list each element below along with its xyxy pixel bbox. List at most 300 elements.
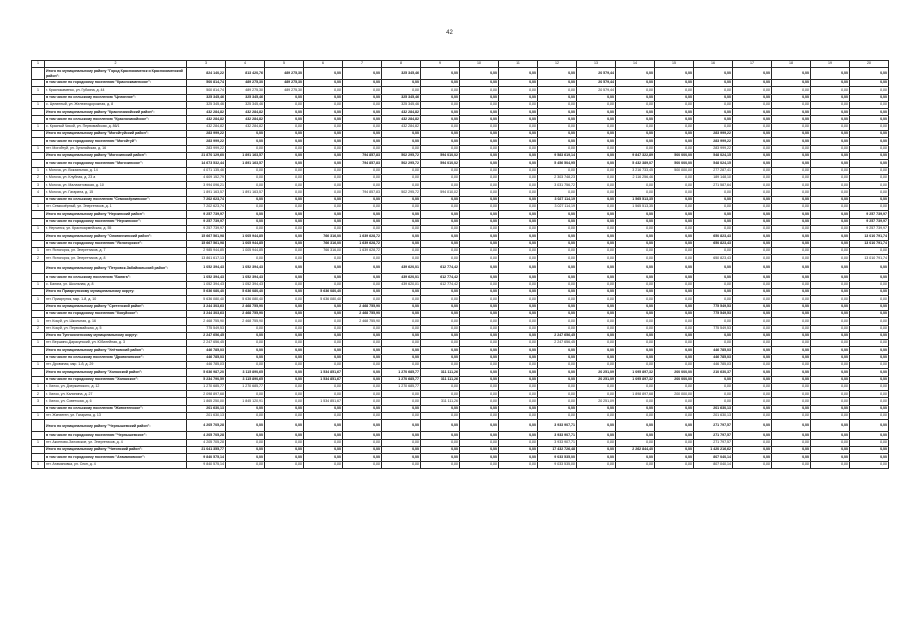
value-cell: 0,00 xyxy=(343,332,382,339)
value-cell: 0,00 xyxy=(421,391,460,398)
value-cell: 0,00 xyxy=(733,325,772,332)
value-cell: 0,00 xyxy=(343,274,382,281)
column-number-cell: 1 xyxy=(32,61,45,68)
value-cell: 2 247 656,45 xyxy=(538,340,577,347)
value-cell: 0,00 xyxy=(538,167,577,174)
value-cell: 0,00 xyxy=(421,167,460,174)
value-cell: 0,00 xyxy=(772,94,811,101)
value-cell: 0,00 xyxy=(772,218,811,225)
value-cell: 0,00 xyxy=(460,174,499,181)
address-cell: в том числе по городскому поселению "Ясногорское": xyxy=(45,240,187,247)
value-cell: 1 891 163,57 xyxy=(226,152,265,159)
value-cell: 0,00 xyxy=(811,262,850,274)
value-cell: 0,00 xyxy=(811,332,850,339)
value-cell: 0,00 xyxy=(733,247,772,254)
value-cell: 0,00 xyxy=(460,123,499,130)
value-cell: 0,00 xyxy=(616,405,655,412)
value-cell: 0,00 xyxy=(499,262,538,274)
value-cell: 0,00 xyxy=(616,262,655,274)
value-cell: 0,00 xyxy=(499,167,538,174)
value-cell: 0,00 xyxy=(655,145,694,152)
value-cell: 0,00 xyxy=(265,152,304,159)
value-cell: 0,00 xyxy=(343,131,382,138)
value-cell: 432 284,82 xyxy=(382,109,421,116)
value-cell: 0,00 xyxy=(616,189,655,196)
value-cell: 0,00 xyxy=(343,123,382,130)
value-cell: 0,00 xyxy=(343,218,382,225)
value-cell: 0,00 xyxy=(733,376,772,383)
value-cell: 1 420 216,62 xyxy=(694,446,733,453)
value-cell: 0,00 xyxy=(772,87,811,94)
value-cell: 15 667 561,98 xyxy=(187,240,226,247)
value-cell: 0,00 xyxy=(850,182,889,189)
value-cell: 0,00 xyxy=(538,145,577,152)
value-cell: 0,00 xyxy=(421,196,460,203)
value-cell: 0,00 xyxy=(655,123,694,130)
address-cell: в том числе по сельскому поселению "Целинное": xyxy=(45,94,187,101)
column-number-cell: 17 xyxy=(733,61,772,68)
address-cell: г. Могоча, ул. Вокзальная, д. 14 xyxy=(45,167,187,174)
value-cell: 0,00 xyxy=(538,255,577,262)
value-cell: 2 303 748,23 xyxy=(538,174,577,181)
value-cell: 5 636 080,40 xyxy=(187,289,226,296)
value-cell: 548 024,15 xyxy=(694,160,733,167)
value-cell: 0,00 xyxy=(850,361,889,368)
value-cell: 0,00 xyxy=(382,182,421,189)
value-cell: 0,00 xyxy=(265,325,304,332)
value-cell: 0,00 xyxy=(577,332,616,339)
row-number-cell xyxy=(32,196,45,203)
subtotal-row xyxy=(32,160,889,167)
value-cell: 0,00 xyxy=(811,274,850,281)
value-cell: 0,00 xyxy=(499,446,538,453)
value-cell: 0,00 xyxy=(343,145,382,152)
value-cell: 0,00 xyxy=(304,189,343,196)
value-cell: 0,00 xyxy=(460,274,499,281)
value-cell: 0,00 xyxy=(694,318,733,325)
value-cell: 0,00 xyxy=(811,303,850,310)
value-cell: 0,00 xyxy=(304,123,343,130)
value-cell: 0,00 xyxy=(616,138,655,145)
value-cell: 0,00 xyxy=(577,101,616,108)
value-cell: 439 620,01 xyxy=(382,262,421,274)
value-cell: 0,00 xyxy=(772,211,811,218)
value-cell: 0,00 xyxy=(382,211,421,218)
value-cell: 20 579,44 xyxy=(577,68,616,80)
value-cell: 0,00 xyxy=(499,182,538,189)
value-cell: 0,00 xyxy=(421,109,460,116)
value-cell: 0,00 xyxy=(811,196,850,203)
value-cell: 0,00 xyxy=(421,354,460,361)
value-cell: 0,00 xyxy=(499,255,538,262)
value-cell: 200 000,00 xyxy=(655,369,694,376)
value-cell: 0,00 xyxy=(343,174,382,181)
value-cell: 0,00 xyxy=(655,383,694,390)
row-number-cell: 1 xyxy=(32,101,45,108)
value-cell: 0,00 xyxy=(733,398,772,405)
value-cell: 0,00 xyxy=(265,376,304,383)
value-cell: 0,00 xyxy=(772,454,811,461)
value-cell: 446 785,03 xyxy=(694,354,733,361)
value-cell: 0,00 xyxy=(265,138,304,145)
row-number-cell: 1 xyxy=(32,123,45,130)
value-cell: 3 244 303,63 xyxy=(187,303,226,310)
subtotal-row xyxy=(32,405,889,412)
value-cell: 0,00 xyxy=(733,160,772,167)
value-cell: 0,00 xyxy=(382,145,421,152)
row-number-cell xyxy=(32,68,45,80)
value-cell: 0,00 xyxy=(499,413,538,420)
value-cell: 0,00 xyxy=(733,310,772,317)
value-cell: 0,00 xyxy=(460,332,499,339)
value-cell: 0,00 xyxy=(577,454,616,461)
value-cell: 0,00 xyxy=(655,361,694,368)
value-cell: 0,00 xyxy=(616,383,655,390)
value-cell: 0,00 xyxy=(694,211,733,218)
value-cell: 0,00 xyxy=(655,131,694,138)
row-number-cell xyxy=(32,94,45,101)
value-cell: 0,00 xyxy=(811,398,850,405)
value-cell: 0,00 xyxy=(733,218,772,225)
value-cell: 0,00 xyxy=(460,325,499,332)
value-cell: 0,00 xyxy=(265,391,304,398)
value-cell: 0,00 xyxy=(538,225,577,232)
table-row xyxy=(32,225,889,232)
value-cell: 0,00 xyxy=(733,318,772,325)
value-cell: 0,00 xyxy=(811,87,850,94)
address-cell: пгт. Жипхеген, ул. Гагарина, д. 13 xyxy=(45,413,187,420)
row-number-cell xyxy=(32,274,45,281)
value-cell: 0,00 xyxy=(460,218,499,225)
value-cell: 0,00 xyxy=(304,446,343,453)
value-cell: 271 587,64 xyxy=(694,182,733,189)
value-cell: 0,00 xyxy=(304,361,343,368)
table-row xyxy=(32,340,889,347)
value-cell: 0,00 xyxy=(499,405,538,412)
value-cell: 500 000,00 xyxy=(655,167,694,174)
value-cell: 0,00 xyxy=(772,439,811,446)
value-cell: 0,00 xyxy=(499,296,538,303)
value-cell: 0,00 xyxy=(304,340,343,347)
value-cell: 0,00 xyxy=(499,211,538,218)
value-cell: 0,00 xyxy=(733,354,772,361)
value-cell: 0,00 xyxy=(421,101,460,108)
value-cell: 0,00 xyxy=(382,439,421,446)
value-cell: 1 052 394,43 xyxy=(187,281,226,288)
value-cell: 0,00 xyxy=(421,240,460,247)
value-cell: 766 316,00 xyxy=(304,240,343,247)
value-cell: 0,00 xyxy=(694,87,733,94)
value-cell: 0,00 xyxy=(577,303,616,310)
value-cell: 0,00 xyxy=(421,123,460,130)
value-cell: 0,00 xyxy=(265,420,304,432)
value-cell: 0,00 xyxy=(382,87,421,94)
value-cell: 0,00 xyxy=(655,405,694,412)
value-cell: 0,00 xyxy=(304,225,343,232)
value-cell: 0,00 xyxy=(772,204,811,211)
value-cell: 0,00 xyxy=(577,405,616,412)
value-cell: 0,00 xyxy=(304,138,343,145)
value-cell: 0,00 xyxy=(772,354,811,361)
value-cell: 0,00 xyxy=(538,325,577,332)
value-cell: 0,00 xyxy=(460,376,499,383)
value-cell: 2 468 755,90 xyxy=(226,310,265,317)
value-cell: 1 005 944,85 xyxy=(226,233,265,240)
value-cell: 0,00 xyxy=(811,454,850,461)
value-cell: 0,00 xyxy=(460,262,499,274)
value-cell: 0,00 xyxy=(226,182,265,189)
value-cell: 0,00 xyxy=(850,138,889,145)
value-cell: 0,00 xyxy=(811,318,850,325)
subtotal-row xyxy=(32,454,889,461)
row-number-cell xyxy=(32,432,45,439)
value-cell: 2 468 755,90 xyxy=(343,303,382,310)
value-cell: 0,00 xyxy=(304,262,343,274)
value-cell: 0,00 xyxy=(538,303,577,310)
value-cell: 0,00 xyxy=(733,196,772,203)
value-cell: 612 774,42 xyxy=(421,262,460,274)
value-cell: 0,00 xyxy=(265,369,304,376)
value-cell: 1 052 394,43 xyxy=(187,262,226,274)
value-cell: 325 345,46 xyxy=(382,101,421,108)
value-cell: 0,00 xyxy=(694,123,733,130)
page-number: 42 xyxy=(446,30,453,36)
value-cell: 311 111,26 xyxy=(421,369,460,376)
value-cell: 0,00 xyxy=(811,296,850,303)
value-cell: 0,00 xyxy=(538,94,577,101)
value-cell: 0,00 xyxy=(772,182,811,189)
value-cell: 0,00 xyxy=(382,174,421,181)
value-cell: 0,00 xyxy=(655,138,694,145)
value-cell: 0,00 xyxy=(304,303,343,310)
value-cell: 0,00 xyxy=(733,94,772,101)
value-cell: 0,00 xyxy=(772,420,811,432)
value-cell: 0,00 xyxy=(811,405,850,412)
address-cell: пгт. Приаргунск, мкр. 1-й, д. 10 xyxy=(45,296,187,303)
value-cell: 0,00 xyxy=(226,138,265,145)
value-cell: 446 785,03 xyxy=(694,361,733,368)
value-cell: 0,00 xyxy=(694,332,733,339)
address-cell: Итого по Тунгокоченскому муниципальному округу: xyxy=(45,332,187,339)
value-cell: 775 549,53 xyxy=(187,325,226,332)
row-number-cell: 1 xyxy=(32,167,45,174)
column-number-cell: 18 xyxy=(772,61,811,68)
value-cell: 0,00 xyxy=(499,68,538,80)
value-cell: 0,00 xyxy=(577,413,616,420)
value-cell: 0,00 xyxy=(655,325,694,332)
value-cell: 271 797,57 xyxy=(694,439,733,446)
value-cell: 0,00 xyxy=(538,361,577,368)
value-cell: 0,00 xyxy=(616,347,655,354)
value-cell: 0,00 xyxy=(226,461,265,468)
row-number-cell: 1 xyxy=(32,204,45,211)
value-cell: 21 041 355,77 xyxy=(187,446,226,453)
value-cell: 0,00 xyxy=(811,361,850,368)
value-cell: 0,00 xyxy=(265,405,304,412)
value-cell: 0,00 xyxy=(616,340,655,347)
value-cell: 0,00 xyxy=(655,233,694,240)
value-cell: 0,00 xyxy=(850,247,889,254)
value-cell: 1 005 944,85 xyxy=(226,240,265,247)
value-cell: 0,00 xyxy=(460,101,499,108)
row-number-cell xyxy=(32,262,45,274)
value-cell: 9 840 575,14 xyxy=(187,454,226,461)
row-number-cell: 1 xyxy=(32,461,45,468)
value-cell: 0,00 xyxy=(460,281,499,288)
value-cell: 0,00 xyxy=(733,138,772,145)
value-cell: 0,00 xyxy=(538,281,577,288)
value-cell: 0,00 xyxy=(811,439,850,446)
value-cell: 0,00 xyxy=(811,131,850,138)
value-cell: 0,00 xyxy=(772,296,811,303)
row-number-cell: 1 xyxy=(32,145,45,152)
table-row xyxy=(32,281,889,288)
value-cell: 0,00 xyxy=(226,391,265,398)
value-cell: 0,00 xyxy=(733,303,772,310)
value-cell: 0,00 xyxy=(772,189,811,196)
value-cell: 0,00 xyxy=(850,318,889,325)
value-cell: 0,00 xyxy=(538,391,577,398)
value-cell: 0,00 xyxy=(382,318,421,325)
value-cell: 0,00 xyxy=(655,303,694,310)
value-cell: 0,00 xyxy=(304,332,343,339)
value-cell: 0,00 xyxy=(655,332,694,339)
value-cell: 0,00 xyxy=(772,80,811,87)
value-cell: 0,00 xyxy=(655,354,694,361)
value-cell: 0,00 xyxy=(850,116,889,123)
column-number-cell: 10 xyxy=(460,61,499,68)
value-cell: 0,00 xyxy=(421,318,460,325)
value-cell: 0,00 xyxy=(499,160,538,167)
value-cell: 0,00 xyxy=(733,204,772,211)
value-cell: 0,00 xyxy=(655,274,694,281)
value-cell: 325 345,46 xyxy=(226,101,265,108)
value-cell: 0,00 xyxy=(772,405,811,412)
value-cell: 0,00 xyxy=(499,369,538,376)
value-cell: 0,00 xyxy=(265,101,304,108)
value-cell: 0,00 xyxy=(460,340,499,347)
address-cell: в том числе по сельскому поселению "Баляга": xyxy=(45,274,187,281)
address-cell: пгт. Атамановка, ул. Спкп, д. 4 xyxy=(45,461,187,468)
address-cell: Итого по муниципальному району "Могочинский район": xyxy=(45,152,187,159)
address-cell: Итого по муниципальному району "Нерчинский район": xyxy=(45,211,187,218)
value-cell: 0,00 xyxy=(421,310,460,317)
value-cell: 0,00 xyxy=(421,296,460,303)
subtotal-row xyxy=(32,94,889,101)
row-number-cell xyxy=(32,80,45,87)
value-cell: 0,00 xyxy=(850,94,889,101)
column-number-cell: 15 xyxy=(655,61,694,68)
value-cell: 0,00 xyxy=(772,233,811,240)
value-cell: 0,00 xyxy=(577,123,616,130)
value-cell: 0,00 xyxy=(226,225,265,232)
value-cell: 0,00 xyxy=(538,138,577,145)
value-cell: 0,00 xyxy=(343,101,382,108)
value-cell: 0,00 xyxy=(733,405,772,412)
value-cell: 0,00 xyxy=(577,310,616,317)
value-cell: 0,00 xyxy=(577,225,616,232)
value-cell: 0,00 xyxy=(577,391,616,398)
row-number-cell xyxy=(32,233,45,240)
column-number-cell: 2 xyxy=(45,61,187,68)
value-cell: 0,00 xyxy=(304,218,343,225)
value-cell: 283 999,22 xyxy=(694,138,733,145)
value-cell: 20 251,09 xyxy=(577,376,616,383)
address-cell: пгт. Кокуй, ул. Первомайская, д. 5 xyxy=(45,325,187,332)
value-cell: 0,00 xyxy=(343,354,382,361)
value-cell: 0,00 xyxy=(499,420,538,432)
value-cell: 0,00 xyxy=(265,413,304,420)
value-cell: 0,00 xyxy=(772,383,811,390)
value-cell: 17 432 726,48 xyxy=(538,446,577,453)
value-cell: 0,00 xyxy=(226,332,265,339)
address-cell: Итого по муниципальному району "Чернышевский район": xyxy=(45,420,187,432)
value-cell: 489 275,30 xyxy=(226,87,265,94)
address-cell: пгт. Вершино-Дарасунский, ул. Юбилейная, д. 3 xyxy=(45,340,187,347)
value-cell: 0,00 xyxy=(460,383,499,390)
value-cell: 0,00 xyxy=(499,391,538,398)
value-cell: 794 857,83 xyxy=(343,189,382,196)
value-cell: 807 040,14 xyxy=(694,461,733,468)
value-cell: 0,00 xyxy=(343,167,382,174)
value-cell: 0,00 xyxy=(616,420,655,432)
address-cell: с. Баляга, ул. Школьная, д. 8 xyxy=(45,281,187,288)
value-cell: 432 284,82 xyxy=(226,123,265,130)
value-cell: 0,00 xyxy=(265,354,304,361)
value-cell: 0,00 xyxy=(694,340,733,347)
value-cell: 0,00 xyxy=(226,196,265,203)
value-cell: 432 284,82 xyxy=(226,116,265,123)
value-cell: 0,00 xyxy=(304,131,343,138)
value-cell: 0,00 xyxy=(265,182,304,189)
table-row xyxy=(32,383,889,390)
value-cell: 0,00 xyxy=(811,446,850,453)
value-cell: 594 010,02 xyxy=(421,189,460,196)
value-cell: 0,00 xyxy=(811,101,850,108)
value-cell: 3 115 890,65 xyxy=(226,376,265,383)
value-cell: 0,00 xyxy=(733,383,772,390)
value-cell: 0,00 xyxy=(382,405,421,412)
value-cell: 0,00 xyxy=(655,461,694,468)
value-cell: 0,00 xyxy=(850,369,889,376)
value-cell: 0,00 xyxy=(265,454,304,461)
value-cell: 0,00 xyxy=(460,296,499,303)
table-row xyxy=(32,391,889,398)
value-cell: 0,00 xyxy=(304,405,343,412)
value-cell: 500 814,74 xyxy=(187,87,226,94)
row-number-cell xyxy=(32,152,45,159)
value-cell: 0,00 xyxy=(772,116,811,123)
subtotal-row xyxy=(32,138,889,145)
value-cell: 0,00 xyxy=(343,420,382,432)
value-cell: 0,00 xyxy=(499,432,538,439)
value-cell: 0,00 xyxy=(304,281,343,288)
row-number-cell xyxy=(32,218,45,225)
value-cell: 0,00 xyxy=(499,361,538,368)
value-cell: 0,00 xyxy=(382,247,421,254)
value-cell: 0,00 xyxy=(265,439,304,446)
value-cell: 5 636 987,20 xyxy=(187,369,226,376)
value-cell: 1 534 851,67 xyxy=(304,398,343,405)
value-cell: 0,00 xyxy=(265,204,304,211)
value-cell: 0,00 xyxy=(265,432,304,439)
value-cell: 0,00 xyxy=(811,420,850,432)
value-cell: 0,00 xyxy=(304,94,343,101)
address-cell: в том числе по городскому поселению "Чернышевское": xyxy=(45,432,187,439)
address-cell: г. Нерчинск, ул. Красноармейская, д. 55 xyxy=(45,225,187,232)
value-cell: 0,00 xyxy=(460,255,499,262)
row-number-cell xyxy=(32,310,45,317)
